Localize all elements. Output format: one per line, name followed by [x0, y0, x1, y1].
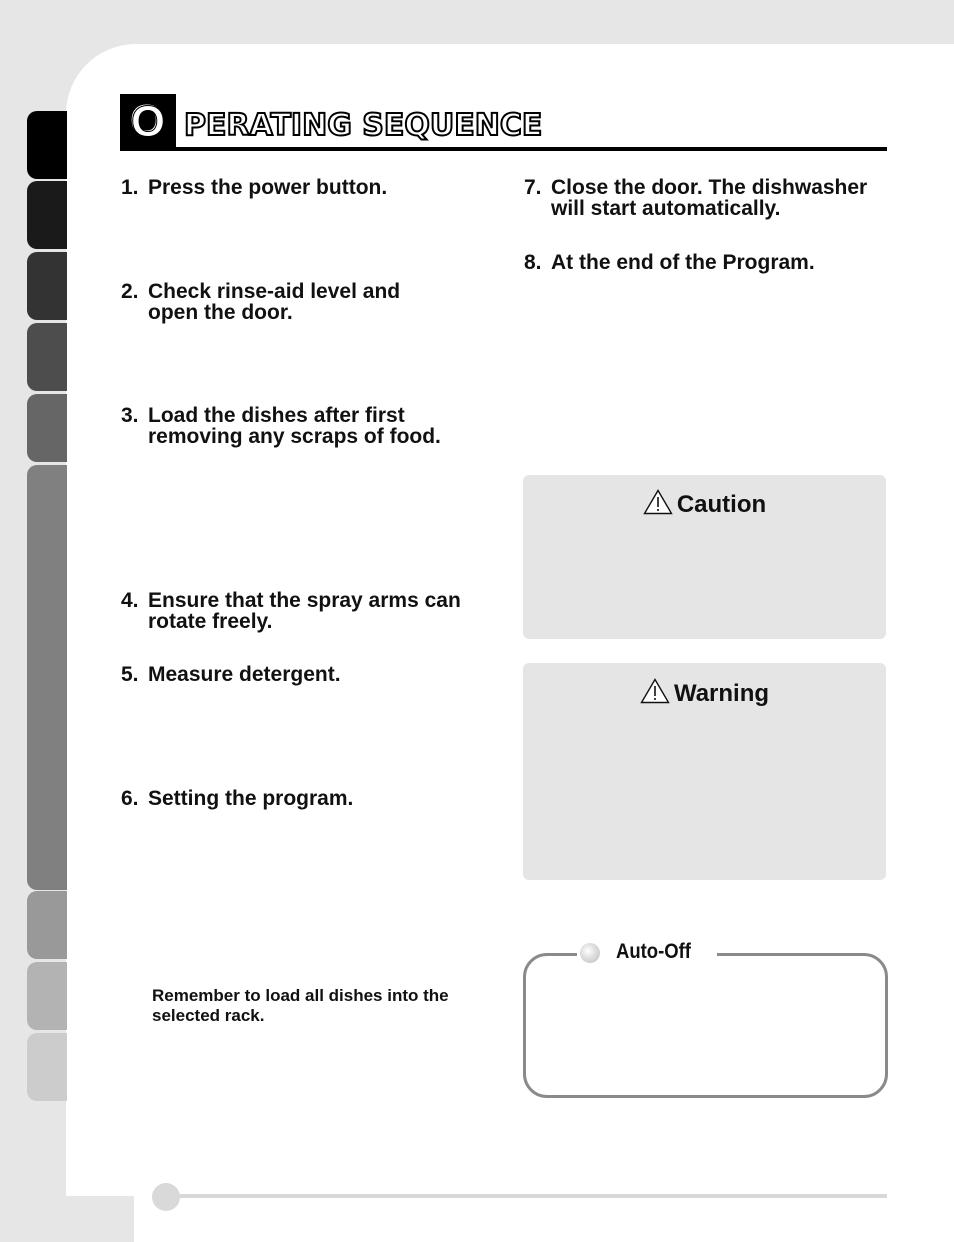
step-number: 6.	[121, 787, 139, 810]
step-text: Setting the program.	[148, 787, 354, 810]
step-7	[524, 177, 894, 219]
step-number: 1.	[121, 176, 139, 199]
warning-triangle-icon	[643, 489, 673, 515]
side-tab-8	[27, 962, 67, 1030]
step-text: Measure detergent.	[148, 663, 341, 686]
side-tab-7	[27, 891, 67, 959]
caution-box	[523, 475, 886, 639]
step-number: 4.	[121, 589, 139, 612]
caution-title: Caution	[676, 491, 767, 518]
auto-off-title: Auto-Off	[616, 940, 691, 963]
page-bottom-strip	[66, 1196, 134, 1242]
warning-title: Warning	[673, 680, 770, 707]
bullet-dot-icon	[580, 943, 600, 963]
step-text: Ensure that the spray arms can rotate freely.	[148, 589, 461, 633]
step-number: 2.	[121, 280, 139, 303]
warning-box	[523, 663, 886, 880]
step-6	[121, 788, 491, 809]
side-tab-1	[27, 111, 67, 179]
side-tab-3	[27, 252, 67, 320]
side-tab-5	[27, 394, 67, 462]
side-tab-2	[27, 181, 67, 249]
step-text: Press the power button.	[148, 176, 388, 199]
step-3	[121, 405, 496, 447]
step-text: Load the dishes after first removing any scraps of food.	[148, 404, 441, 448]
step-text: At the end of the Program.	[551, 251, 815, 274]
page-title: PERATING SEQUENCE	[184, 108, 543, 143]
step-text: Check rinse-aid level and open the door.	[148, 280, 401, 324]
step-8	[524, 252, 894, 273]
caution-heading	[523, 489, 886, 519]
header-initial: O	[130, 97, 166, 146]
step-number: 5.	[121, 663, 139, 686]
step-2	[121, 281, 441, 323]
side-tab-6-active	[27, 465, 67, 890]
header-rule	[120, 147, 887, 151]
warning-heading	[523, 678, 886, 708]
side-tab-9	[27, 1033, 67, 1101]
rack-note: Remember to load all dishes into the selected rack.	[152, 986, 449, 1025]
side-tab-4	[27, 323, 67, 391]
footer-rule	[170, 1194, 887, 1198]
step-5	[121, 664, 491, 685]
footer-dot-icon	[152, 1183, 180, 1211]
step-4	[121, 590, 466, 632]
auto-off-box	[523, 953, 888, 1098]
step-number: 8.	[524, 251, 542, 274]
step-number: 3.	[121, 404, 139, 427]
step-number: 7.	[524, 176, 542, 199]
warning-triangle-icon	[640, 678, 670, 704]
step-text: Close the door. The dishwasher will start automatically.	[551, 176, 868, 220]
step-1	[121, 177, 491, 198]
header-initial-block	[120, 94, 176, 150]
